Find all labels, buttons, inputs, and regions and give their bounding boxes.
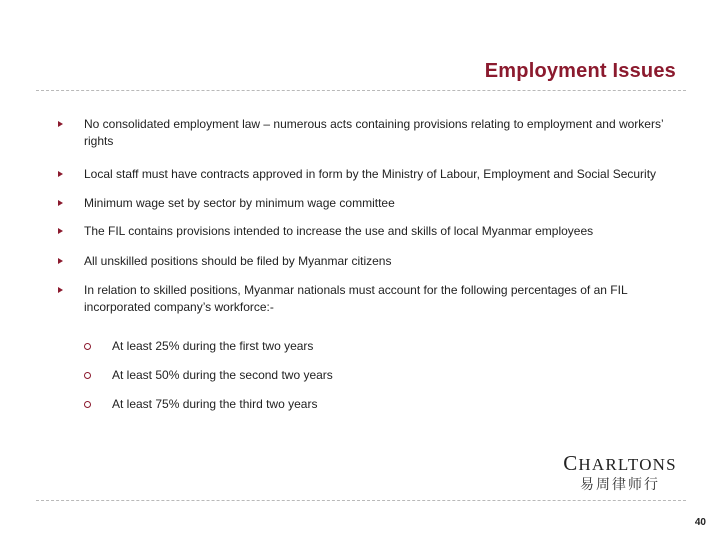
bullet-item [56,116,666,150]
slide-title: Employment Issues [484,60,676,82]
circle-bullet-icon [84,401,91,408]
arrow-bullet-icon [58,171,63,177]
logo-chinese: 易周律师行 [580,477,660,493]
arrow-bullet-icon [58,287,63,293]
sub-bullet-list [84,338,644,425]
circle-bullet-icon [84,372,91,379]
bottom-divider [36,500,686,501]
bullet-text: Local staff must have contracts approved in form by the Ministry of Labour, Employment and Social Security [84,167,657,181]
sub-bullet-item [84,338,644,355]
bullet-list [56,116,666,316]
bullet-item [56,195,666,212]
bullet-text: The FIL contains provisions intended to increase the use and skills of local Myanmar employees [84,224,594,238]
sub-bullet-text: At least 25% during the first two years [112,339,314,353]
circle-bullet-icon [84,343,91,350]
bullet-text: All unskilled positions should be filed by Myanmar citizens [84,254,392,268]
charltons-logo [556,452,684,498]
bullet-text: Minimum wage set by sector by minimum wage committee [84,196,395,210]
logo-english: CHARLTONS [563,451,677,475]
bullet-item [56,223,666,240]
sub-bullet-text: At least 50% during the second two years [112,368,333,382]
bullet-text: In relation to skilled positions, Myanmar nationals must account for the following percentages of an FIL incorporated company’s workforce:- [84,283,628,314]
sub-bullet-text: At least 75% during the third two years [112,397,318,411]
arrow-bullet-icon [58,121,63,127]
arrow-bullet-icon [58,228,63,234]
sub-bullet-item [84,367,644,384]
bullet-item [56,253,666,270]
sub-bullet-item [84,396,644,413]
bullet-item [56,166,666,183]
top-divider [36,90,686,91]
bullet-text: No consolidated employment law – numerous acts containing provisions relating to employment and workers’ rights [84,117,664,148]
page-number: 40 [694,517,706,528]
arrow-bullet-icon [58,200,63,206]
bullet-item [56,282,666,316]
arrow-bullet-icon [58,258,63,264]
